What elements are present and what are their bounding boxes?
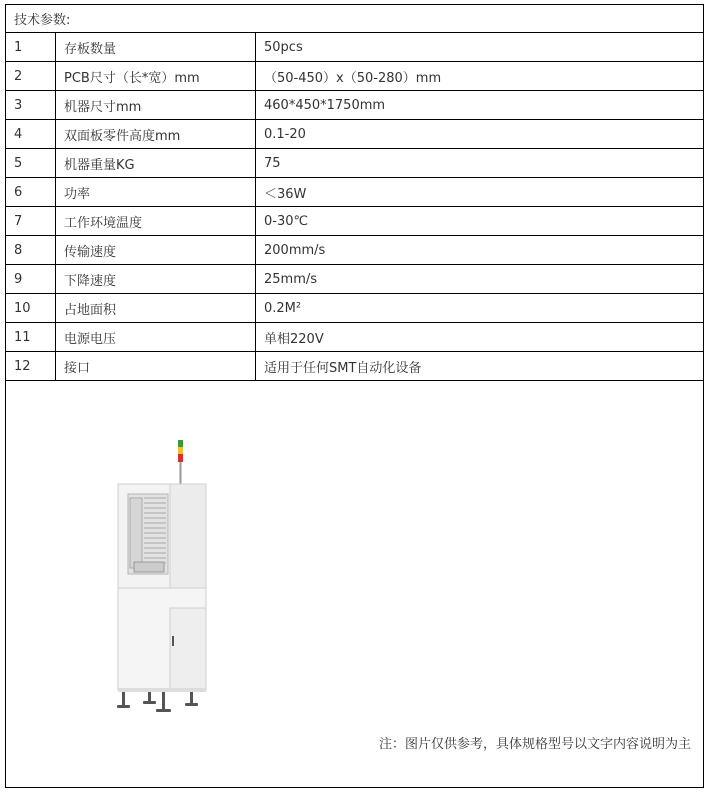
table-row [6, 62, 704, 91]
table-row [6, 33, 704, 62]
table-row [6, 236, 704, 265]
table-title-row [6, 5, 704, 33]
param-value: 单相220V [256, 323, 704, 352]
param-name: 电源电压 [56, 323, 256, 352]
spec-sheet [5, 4, 704, 788]
table-row [6, 149, 704, 178]
row-number: 9 [6, 265, 56, 294]
param-value: 适用于任何SMT自动化设备 [256, 352, 704, 381]
row-number: 3 [6, 91, 56, 120]
row-number: 8 [6, 236, 56, 265]
param-value: 200mm/s [256, 236, 704, 265]
table-title: 技术参数: [6, 5, 704, 33]
param-value: 0.1-20 [256, 120, 704, 149]
table-row [6, 352, 704, 381]
row-number: 11 [6, 323, 56, 352]
param-value: 460*450*1750mm [256, 91, 704, 120]
table-row [6, 91, 704, 120]
param-name: PCB尺寸（长*宽）mm [56, 62, 256, 91]
param-name: 工作环境温度 [56, 207, 256, 236]
row-number: 5 [6, 149, 56, 178]
machine-photo [110, 440, 220, 715]
param-value: ＜36W [256, 178, 704, 207]
row-number: 2 [6, 62, 56, 91]
table-row [6, 178, 704, 207]
image-note: 注：图片仅供参考，具体规格型号以文字内容说明为主 [378, 737, 691, 752]
param-name: 占地面积 [56, 294, 256, 323]
param-value: 50pcs [256, 33, 704, 62]
row-number: 10 [6, 294, 56, 323]
param-value: 0.2M² [256, 294, 704, 323]
table-row [6, 323, 704, 352]
param-value: 75 [256, 149, 704, 178]
param-name: 双面板零件高度mm [56, 120, 256, 149]
row-number: 6 [6, 178, 56, 207]
table-row [6, 294, 704, 323]
param-name: 机器重量KG [56, 149, 256, 178]
param-name: 接口 [56, 352, 256, 381]
param-name: 下降速度 [56, 265, 256, 294]
table-row [6, 207, 704, 236]
photo-area [6, 380, 703, 784]
param-value: 25mm/s [256, 265, 704, 294]
row-number: 7 [6, 207, 56, 236]
spec-table [5, 4, 704, 381]
row-number: 4 [6, 120, 56, 149]
table-row [6, 120, 704, 149]
param-value: 0-30℃ [256, 207, 704, 236]
table-row [6, 265, 704, 294]
param-name: 传输速度 [56, 236, 256, 265]
param-value: （50-450）x（50-280）mm [256, 62, 704, 91]
row-number: 12 [6, 352, 56, 381]
param-name: 功率 [56, 178, 256, 207]
param-name: 机器尺寸mm [56, 91, 256, 120]
row-number: 1 [6, 33, 56, 62]
param-name: 存板数量 [56, 33, 256, 62]
